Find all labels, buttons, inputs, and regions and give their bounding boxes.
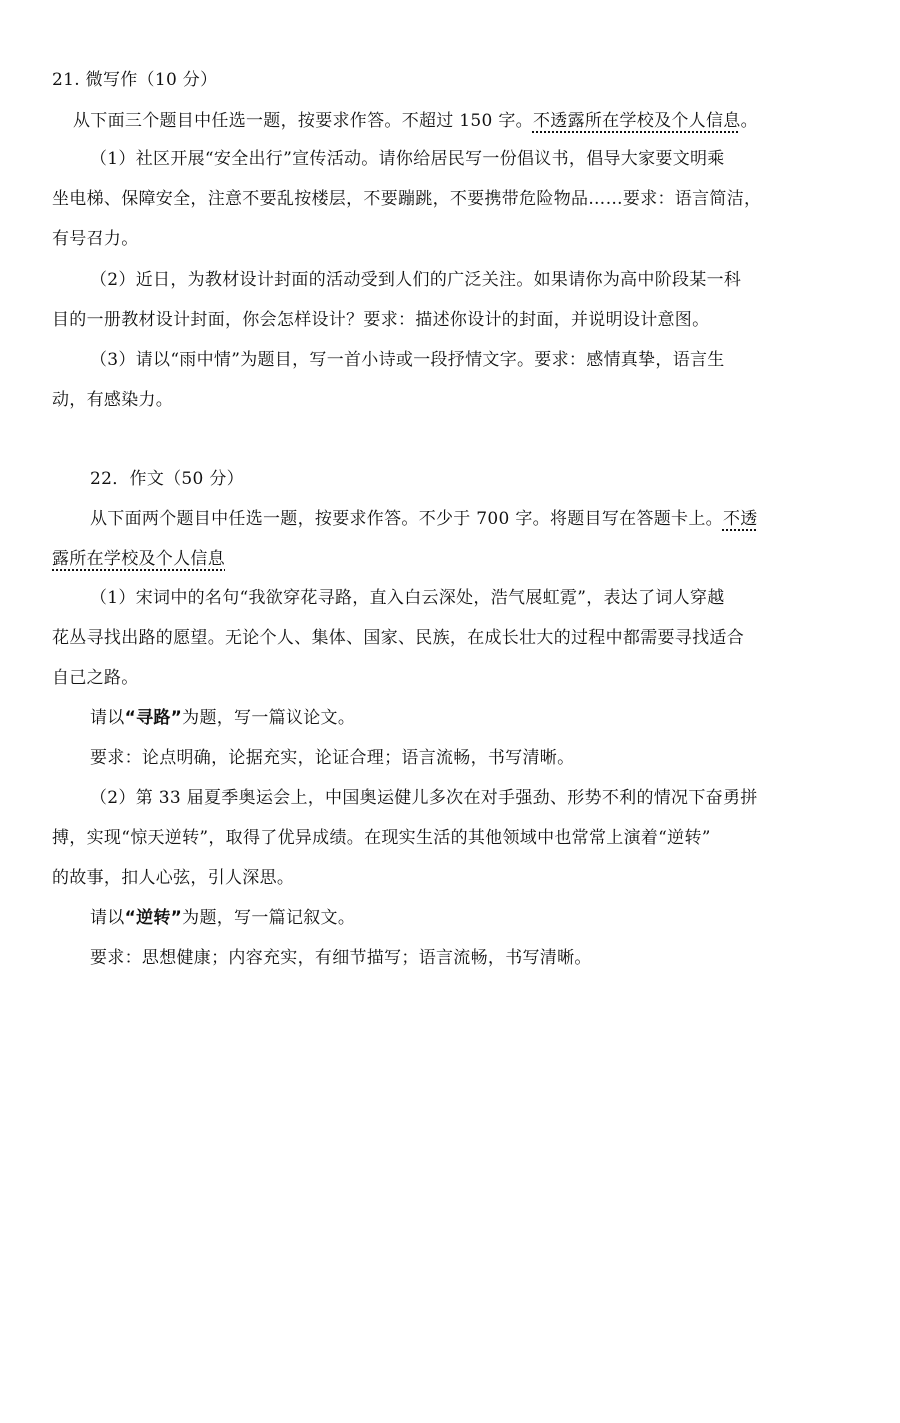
q22-opt2-topic: “逆转” [124, 908, 183, 928]
q22-opt2-prompt [90, 906, 880, 930]
q21-instruction-emphasis: 不透露所在学校及个人信息 [532, 111, 741, 131]
q22-opt2-prompt-pre: 请以 [90, 908, 125, 928]
q22-instruction-emphasis-b: 露所在学校及个人信息 [52, 549, 225, 569]
q22-opt1-line1: （1）宋词中的名句“我欲穿花寻路，直入白云深处，浩气展虹霓”，表达了词人穿越 [90, 588, 725, 608]
q22-instruction-text: 从下面两个题目中任选一题，按要求作答。不少于 700 字。将题目写在答题卡上。 [90, 509, 723, 529]
q21-opt1-line2: 坐电梯、保障安全，注意不要乱按楼层，不要蹦跳，不要携带危险物品……要求：语言简洁， [52, 189, 762, 209]
q22-opt1-prompt [90, 706, 880, 730]
q22-opt2-line1: （2）第 33 届夏季奥运会上，中国奥运健儿多次在对手强劲、形势不利的情况下奋勇拼 [90, 788, 758, 808]
q21-opt2-line2: 目的一册教材设计封面，你会怎样设计？要求：描述你设计的封面，并说明设计意图。 [52, 310, 710, 330]
q21-instruction [73, 109, 863, 133]
q21-instruction-text: 从下面三个题目中任选一题，按要求作答。不超过 150 字。 [73, 111, 533, 131]
q22-opt2-prompt-post: 为题，写一篇记叙文。 [182, 908, 356, 928]
q22-opt1-requirement: 要求：论点明确，论据充实，论证合理；语言流畅，书写清晰。 [90, 748, 575, 768]
q21-opt1-line3: 有号召力。 [52, 229, 139, 249]
q22-opt1-topic: “寻路” [124, 708, 183, 728]
q22-instruction-line2 [52, 547, 842, 571]
q21-opt1-line1: （1）社区开展“安全出行”宣传活动。请你给居民写一份倡议书，倡导大家要文明乘 [90, 149, 725, 169]
q22-opt1-prompt-post: 为题，写一篇议论文。 [182, 708, 356, 728]
q22-opt2-line3: 的故事，扣人心弦，引人深思。 [52, 868, 295, 888]
q22-opt1-line2: 花丛寻找出路的愿望。无论个人、集体、国家、民族，在成长壮大的过程中都需要寻找适合 [52, 628, 744, 648]
q22-title: 22．作文（50 分） [90, 469, 244, 489]
q22-opt1-line3: 自己之路。 [52, 668, 139, 688]
q22-opt1-prompt-pre: 请以 [90, 708, 125, 728]
q22-instruction-line1 [90, 507, 880, 531]
q22-opt2-line2: 搏，实现“惊天逆转”，取得了优异成绩。在现实生活的其他领域中也常常上演着“逆转” [52, 828, 711, 848]
q21-opt3-line2: 动，有感染力。 [52, 390, 174, 410]
q22-opt2-requirement: 要求：思想健康；内容充实，有细节描写；语言流畅，书写清晰。 [90, 948, 592, 968]
q21-instruction-end: 。 [740, 111, 758, 131]
q21-title: 21. 微写作（10 分） [52, 70, 218, 90]
q21-opt2-line1: （2）近日，为教材设计封面的活动受到人们的广泛关注。如果请你为高中阶段某一科 [90, 270, 742, 290]
q21-opt3-line1: （3）请以“雨中情”为题目，写一首小诗或一段抒情文字。要求：感情真挚，语言生 [90, 350, 725, 370]
q22-instruction-emphasis-a: 不透 [722, 509, 758, 529]
